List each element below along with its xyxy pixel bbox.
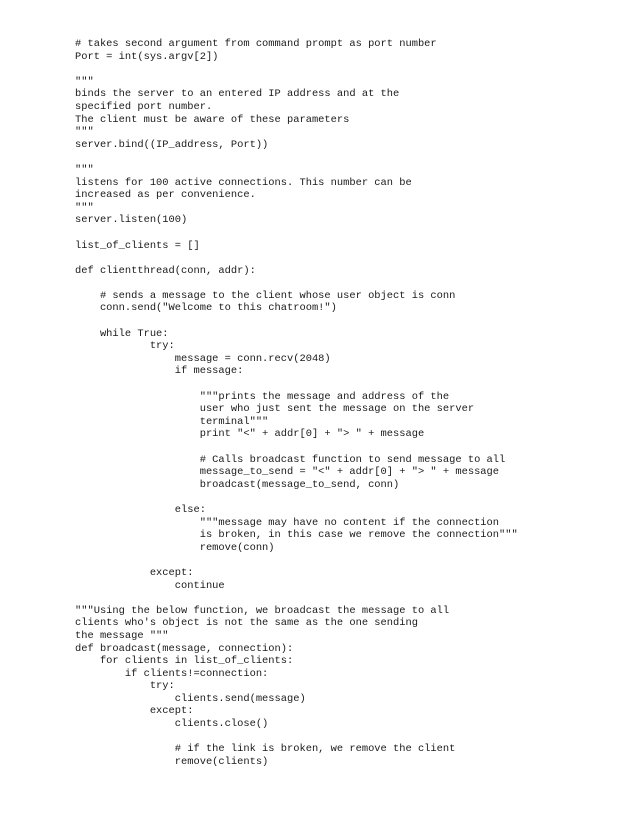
code-line: try:: [75, 680, 175, 693]
code-line: def broadcast(message, connection):: [75, 642, 294, 655]
code-line: if clients!=connection:: [75, 667, 269, 680]
code-line: [75, 277, 518, 290]
code-line: """prints the message and address of the: [75, 390, 450, 403]
code-line: server.listen(100): [75, 214, 188, 227]
code-line: The client must be aware of these parameters: [75, 113, 350, 126]
code-line: """: [75, 201, 94, 214]
code-line: remove(clients): [75, 755, 269, 768]
code-line: broadcast(message_to_send, conn): [75, 478, 400, 491]
code-line: listens for 100 active connections. This number can be: [75, 176, 412, 189]
code-line: message = conn.recv(2048): [75, 352, 331, 365]
code-line: Port = int(sys.argv[2]): [75, 50, 219, 63]
code-line: terminal""": [75, 415, 269, 428]
code-line: is broken, in this case we remove the connection""": [75, 529, 518, 542]
code-line: remove(conn): [75, 541, 275, 554]
code-line: clients.send(message): [75, 692, 306, 705]
code-line: """Using the below function, we broadcast the message to all: [75, 604, 450, 617]
code-line: # sends a message to the client whose user object is conn: [75, 289, 456, 302]
code-line: [75, 554, 518, 567]
code-line: [75, 227, 518, 240]
code-line: print "<" + addr[0] + "> " + message: [75, 428, 425, 441]
code-line: except:: [75, 566, 194, 579]
code-line: [75, 315, 518, 328]
code-line: the message """: [75, 629, 169, 642]
code-line: while True:: [75, 327, 169, 340]
code-line: else:: [75, 503, 206, 516]
code-line: except:: [75, 705, 194, 718]
code-line: """message may have no content if the connection: [75, 516, 500, 529]
code-line: """: [75, 126, 94, 139]
code-line: def clientthread(conn, addr):: [75, 264, 256, 277]
code-line: """: [75, 75, 94, 88]
code-line: specified port number.: [75, 100, 213, 113]
code-line: binds the server to an entered IP address and at the: [75, 88, 400, 101]
code-line: list_of_clients = []: [75, 239, 200, 252]
code-line: server.bind((IP_address, Port)): [75, 138, 269, 151]
code-line: [75, 592, 518, 605]
code-line: user who just sent the message on the server: [75, 403, 475, 416]
code-listing: [75, 38, 518, 768]
code-line: continue: [75, 579, 225, 592]
code-line: if message:: [75, 365, 244, 378]
code-line: [75, 252, 518, 265]
code-line: conn.send("Welcome to this chatroom!"): [75, 302, 337, 315]
code-line: [75, 151, 518, 164]
code-line: try:: [75, 340, 175, 353]
code-line: for clients in list_of_clients:: [75, 655, 294, 668]
code-line: [75, 491, 518, 504]
code-line: [75, 731, 518, 744]
code-line: # if the link is broken, we remove the client: [75, 743, 456, 756]
code-line: # takes second argument from command prompt as port number: [75, 38, 437, 50]
code-line: increased as per convenience.: [75, 189, 256, 202]
code-line: clients.close(): [75, 718, 269, 731]
code-line: """: [75, 163, 94, 176]
code-line: [75, 441, 518, 454]
code-line: [75, 63, 518, 76]
code-line: message_to_send = "<" + addr[0] + "> " + message: [75, 466, 500, 479]
code-line: # Calls broadcast function to send message to all: [75, 453, 506, 466]
code-line: clients who's object is not the same as the one sending: [75, 617, 418, 630]
code-line: [75, 378, 518, 391]
